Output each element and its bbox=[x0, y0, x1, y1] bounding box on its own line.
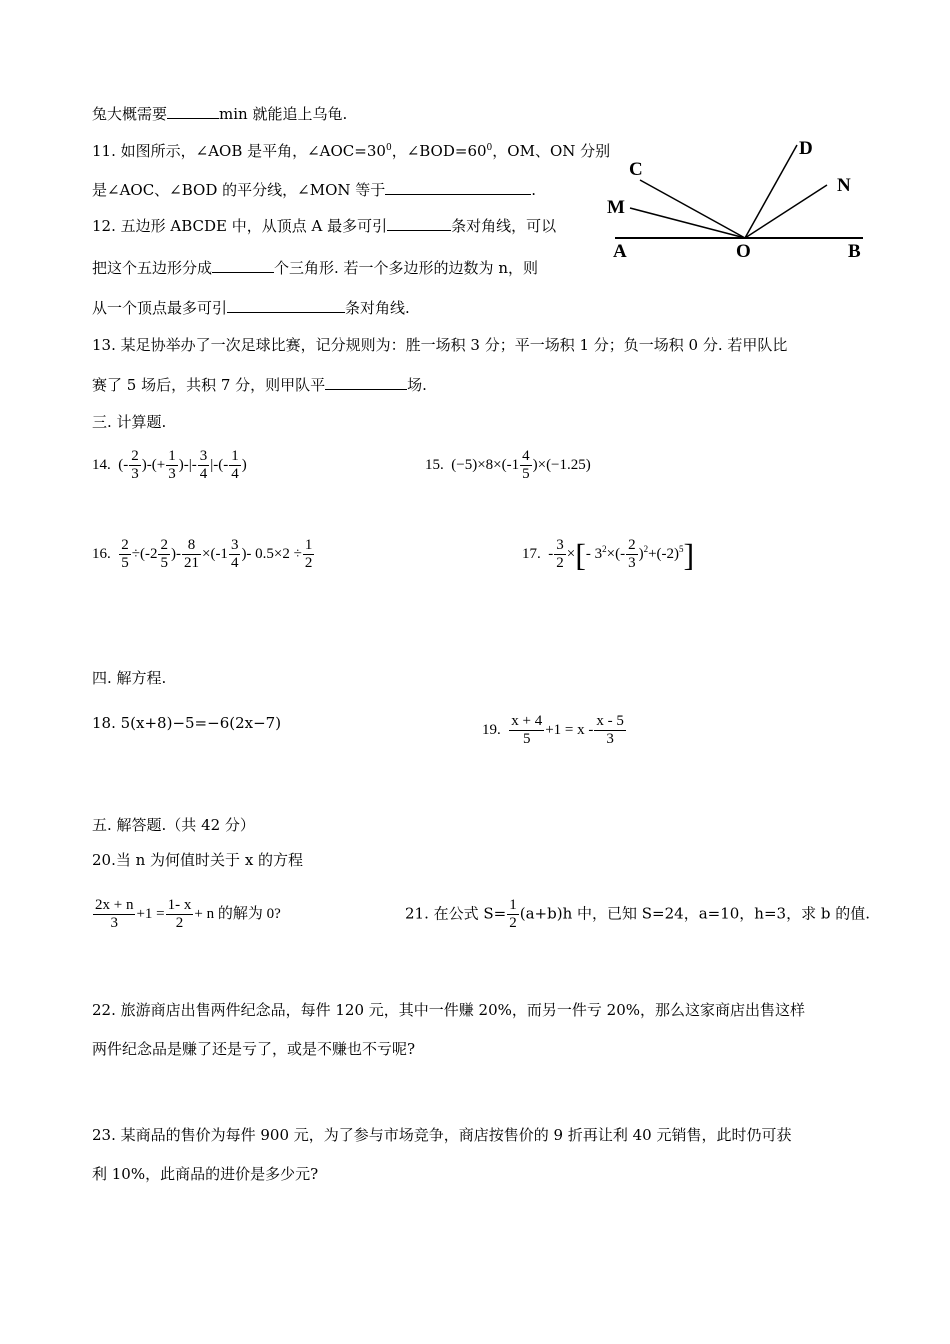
ray-oc bbox=[640, 180, 745, 238]
q22-line2: 两件纪念品是赚了还是亏了，或是不赚也不亏呢? bbox=[92, 1040, 416, 1058]
section-3-heading: 三. 计算题. bbox=[92, 413, 167, 431]
answer-blank[interactable] bbox=[167, 104, 219, 119]
label-n: N bbox=[837, 175, 851, 196]
q23-line2: 利 10%，此商品的进价是多少元? bbox=[92, 1165, 319, 1183]
q20-equation: $\frac{2x + n}{3}$ +1 = $\frac{1- x}{2}$ + n 的解为 0? bbox=[95, 897, 281, 931]
section-4-heading: 四. 解方程. bbox=[92, 669, 167, 687]
answer-blank[interactable] bbox=[387, 216, 451, 231]
q13-line1: 13. 某足协举办了一次足球比赛，记分规则为：胜一场积 3 分；平一场积 1 分；负一场积 0 分. 若甲队比 bbox=[92, 336, 788, 354]
label-d: D bbox=[799, 138, 813, 159]
ray-od bbox=[745, 145, 797, 238]
q20-line1: 20.当 n 为何值时关于 x 的方程 bbox=[92, 851, 304, 869]
q15: 15. (−5)×8×(-1 $\frac{4}{5}$ )×(−1.25) bbox=[425, 448, 591, 482]
ray-on bbox=[745, 185, 827, 238]
label-m: M bbox=[607, 197, 625, 218]
angle-figure bbox=[605, 135, 870, 265]
answer-blank[interactable] bbox=[227, 298, 345, 313]
section-5-heading: 五. 解答题.（共 42 分） bbox=[92, 816, 255, 834]
q22-line1: 22. 旅游商店出售两件纪念品，每件 120 元，其中一件赚 20%，而另一件亏 20%，那么这家商店出售这样 bbox=[92, 1001, 806, 1019]
label-o: O bbox=[736, 241, 751, 262]
q11-line1: 11. 如图所示，∠AOB 是平角，$\angle AOC=30^0$，$\angle BOD=60^0$，OM、ON 分别 bbox=[92, 142, 611, 160]
q10-tail-line: 兔大概需要 min 就能追上乌龟. bbox=[92, 105, 348, 123]
q18: 18. 5(x+8)−5=−6(2x−7) bbox=[92, 714, 282, 732]
q12-line2: 把这个五边形分成 个三角形. 若一个多边形的边数为 n，则 bbox=[92, 259, 538, 277]
answer-blank[interactable] bbox=[212, 258, 274, 273]
label-c: C bbox=[629, 159, 643, 180]
q12-line3: 从一个顶点最多可引 条对角线. bbox=[92, 299, 410, 317]
q21: 21. 在公式 S= $\frac{1}{2}$ (a+b)h 中，已知 S=24，a=10，h=3，求 b 的值. bbox=[405, 897, 870, 931]
label-a: A bbox=[613, 241, 627, 262]
q16: 16. $\frac{2}{5}$ ÷(-2 $\frac{2}{5}$ )- $\frac{8}{21}$ ×(-1 $\frac{3}{4}$ )- 0.5×2 ÷ $\frac{1}{2}$ bbox=[92, 537, 313, 571]
q13-line2: 赛了 5 场后，共积 7 分，则甲队平 场. bbox=[92, 376, 427, 394]
answer-blank[interactable] bbox=[325, 375, 407, 390]
q14: 14. (- $\frac{2}{3}$ )-(+ $\frac{1}{3}$ )-|- $\frac{3}{4}$ |-(- $\frac{1}{4}$ ) bbox=[92, 448, 247, 482]
ray-om bbox=[630, 208, 745, 238]
label-b: B bbox=[848, 241, 861, 262]
answer-blank[interactable] bbox=[385, 180, 531, 195]
q17: 17. - $\frac{3}{2}$ ×[- $3^2\times(-$ $\frac{2}{3}$ )$^2+(-2)^5$] bbox=[522, 536, 695, 573]
q19: 19. $\frac{x + 4}{5}$ +1 = x - $\frac{x - 5}{3}$ bbox=[482, 713, 624, 747]
q12-line1: 12. 五边形 ABCDE 中，从顶点 A 最多可引 条对角线，可以 bbox=[92, 217, 557, 235]
q23-line1: 23. 某商品的售价为每件 900 元，为了参与市场竞争，商店按售价的 9 折再让利 40 元销售，此时仍可获 bbox=[92, 1126, 792, 1144]
q11-line2: 是∠AOC、∠BOD 的平分线，∠MON 等于 . bbox=[92, 181, 537, 199]
